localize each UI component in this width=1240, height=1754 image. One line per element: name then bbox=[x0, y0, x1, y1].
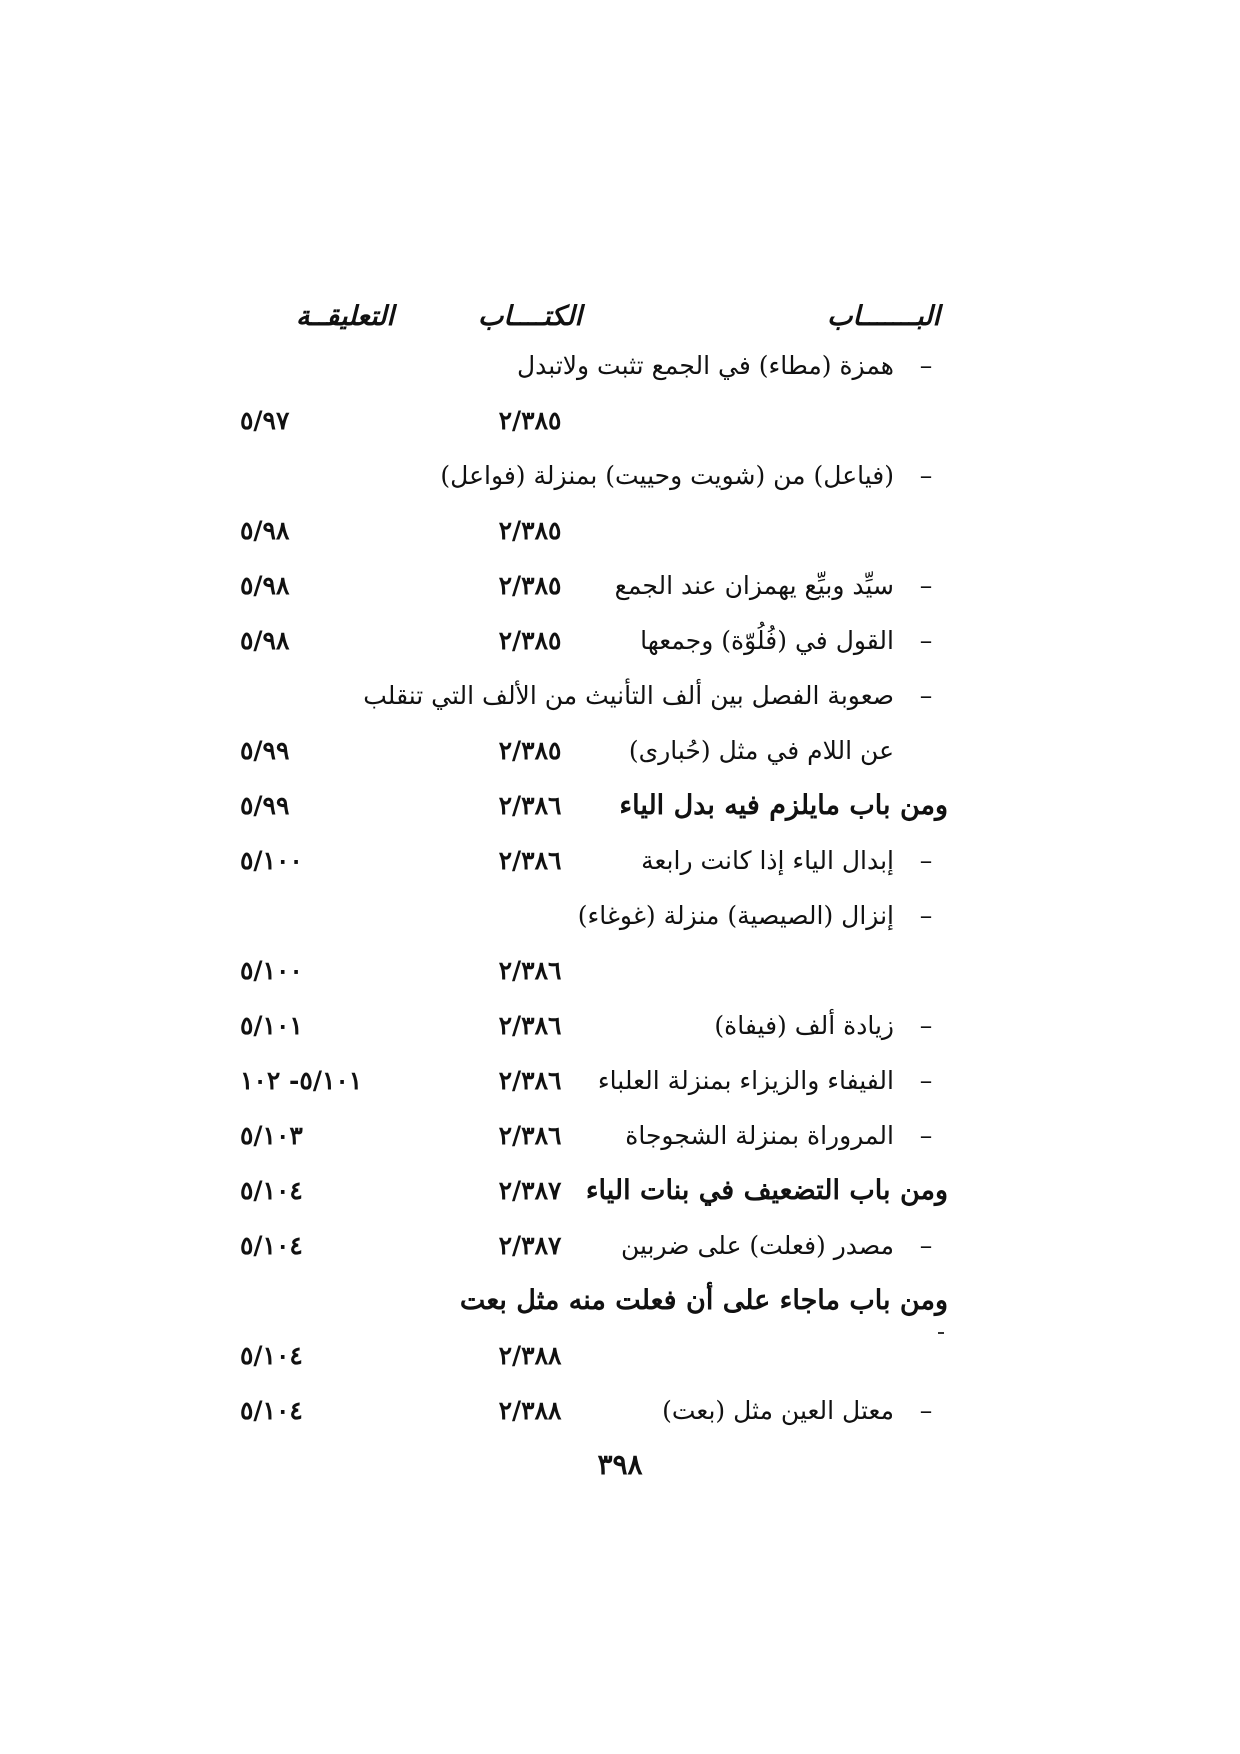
entry-title: سيِّد وبيِّع يهمزان عند الجمع bbox=[614, 571, 894, 600]
entry-title-cell bbox=[320, 669, 940, 723]
entry-title-cell bbox=[320, 834, 940, 888]
index-row bbox=[0, 1054, 1240, 1108]
entry-title: زيادة ألف (فيفاة) bbox=[714, 1011, 894, 1040]
entry-title-cell bbox=[320, 339, 940, 393]
entry-title: صعوبة الفصل بين ألف التأنيث من الألف التي تنقلب bbox=[363, 681, 894, 710]
entry-dash: – bbox=[919, 1231, 933, 1260]
index-row bbox=[0, 944, 1240, 998]
entry-dash: – bbox=[919, 901, 933, 930]
entry-dash: – bbox=[919, 1011, 933, 1040]
chapter-title: ومن باب مايلزم فيه بدل الياء bbox=[619, 790, 948, 821]
commentary-reference bbox=[240, 339, 410, 393]
index-row bbox=[0, 724, 1240, 778]
chapter-title-cell bbox=[328, 1274, 948, 1328]
chapter-title-cell bbox=[328, 1164, 948, 1218]
chapter-title: ومن باب التضعيف في بنات الياء bbox=[585, 1175, 948, 1206]
entry-title: القول في (فُلُوّة) وجمعها bbox=[640, 626, 894, 655]
index-row bbox=[0, 614, 1240, 668]
entry-title: (فياعل) من (شويت وحييت) بمنزلة (فواعل) bbox=[440, 461, 894, 490]
index-row bbox=[0, 504, 1240, 558]
entry-title: معتل العين مثل (بعت) bbox=[662, 1396, 894, 1425]
column-header bbox=[0, 290, 1240, 344]
commentary-reference: ٥/٩٨ bbox=[240, 571, 290, 600]
commentary-reference: ٥/٩٨ bbox=[240, 516, 290, 545]
commentary-reference: ٥/٩٧ bbox=[240, 406, 290, 435]
entry-title-cell bbox=[320, 889, 940, 943]
entry-title-cell bbox=[320, 449, 940, 503]
chapter-title: ومن باب ماجاء على أن فعلت منه مثل بعت bbox=[459, 1285, 948, 1316]
entry-title-cell bbox=[320, 1109, 940, 1163]
index-row-chapter bbox=[0, 1164, 1240, 1218]
entry-dash: – bbox=[919, 1396, 933, 1425]
commentary-reference: ٥/١٠٤ bbox=[240, 1176, 303, 1205]
index-row bbox=[0, 394, 1240, 448]
entry-title-cell bbox=[320, 944, 940, 998]
entry-title: عن اللام في مثل (حُبارى) bbox=[628, 736, 894, 765]
book-reference: ٢/٣٨٦ bbox=[498, 1121, 562, 1150]
entry-title: مصدر (فعلت) على ضربين bbox=[620, 1231, 894, 1260]
book-reference: ٢/٣٨٥ bbox=[498, 736, 562, 765]
scan-speck bbox=[938, 1332, 944, 1334]
entry-title-cell bbox=[320, 1054, 940, 1108]
entry-dash: – bbox=[919, 846, 933, 875]
book-reference bbox=[470, 889, 590, 943]
book-reference: ٢/٣٨٧ bbox=[498, 1176, 562, 1205]
book-reference: ٢/٣٨٦ bbox=[498, 1066, 562, 1095]
book-reference bbox=[470, 1274, 590, 1328]
entry-dash: – bbox=[919, 681, 933, 710]
index-row-chapter bbox=[0, 1274, 1240, 1328]
entry-title-cell bbox=[320, 614, 940, 668]
commentary-reference: ٥/١٠٤ bbox=[240, 1396, 303, 1425]
entry-dash: – bbox=[919, 461, 933, 490]
entry-dash: – bbox=[919, 1121, 933, 1150]
commentary-reference: ٥/٩٩ bbox=[240, 736, 290, 765]
book-reference: ٢/٣٨٥ bbox=[498, 406, 562, 435]
commentary-reference: ٥/١٠٠ bbox=[240, 956, 303, 985]
book-reference: ٢/٣٨٦ bbox=[498, 1011, 562, 1040]
entry-title-cell bbox=[320, 1329, 940, 1383]
book-reference: ٢/٣٨٧ bbox=[498, 1231, 562, 1260]
commentary-reference: ٥/٩٨ bbox=[240, 626, 290, 655]
entry-title-cell bbox=[320, 394, 940, 448]
book-reference: ٢/٣٨٥ bbox=[498, 516, 562, 545]
header-kitab: الكتــــاب bbox=[477, 301, 583, 332]
entry-dash: – bbox=[919, 351, 933, 380]
book-reference: ٢/٣٨٦ bbox=[498, 846, 562, 875]
index-row bbox=[0, 999, 1240, 1053]
index-row bbox=[0, 449, 1240, 503]
entry-title-cell bbox=[320, 559, 940, 613]
book-reference: ٢/٣٨٦ bbox=[498, 791, 562, 820]
book-reference: ٢/٣٨٥ bbox=[498, 571, 562, 600]
book-reference bbox=[470, 449, 590, 503]
index-row bbox=[0, 559, 1240, 613]
commentary-reference bbox=[240, 889, 410, 943]
entry-title: المروراة بمنزلة الشجوجاة bbox=[625, 1121, 894, 1150]
index-row bbox=[0, 834, 1240, 888]
book-reference bbox=[470, 669, 590, 723]
commentary-reference: ٥/١٠١ bbox=[240, 1011, 303, 1040]
entry-title: همزة (مطاء) في الجمع تثبت ولاتبدل bbox=[516, 351, 894, 380]
entry-dash: – bbox=[919, 1066, 933, 1095]
commentary-reference: ٥/١٠١- ١٠٢ bbox=[240, 1066, 363, 1095]
commentary-reference: ٥/١٠٠ bbox=[240, 846, 303, 875]
commentary-reference: ٥/٩٩ bbox=[240, 791, 290, 820]
entry-title-cell bbox=[320, 999, 940, 1053]
entry-title-cell bbox=[320, 1219, 940, 1273]
chapter-title-cell bbox=[328, 779, 948, 833]
header-taliqa: التعليقــة bbox=[296, 301, 394, 332]
book-reference: ٢/٣٨٨ bbox=[498, 1396, 562, 1425]
header-bab: البـــــــاب bbox=[827, 301, 940, 332]
index-row bbox=[0, 889, 1240, 943]
commentary-reference bbox=[240, 449, 410, 503]
book-reference bbox=[470, 339, 590, 393]
entry-title: الفيفاء والزيزاء بمنزلة العلباء bbox=[597, 1066, 894, 1095]
entry-dash: – bbox=[919, 571, 933, 600]
entry-title: إبدال الياء إذا كانت رابعة bbox=[641, 846, 894, 875]
entry-title-cell bbox=[320, 504, 940, 558]
commentary-reference: ٥/١٠٤ bbox=[240, 1231, 303, 1260]
commentary-reference: ٥/١٠٤ bbox=[240, 1341, 303, 1370]
book-reference: ٢/٣٨٥ bbox=[498, 626, 562, 655]
entry-dash: – bbox=[919, 626, 933, 655]
index-row bbox=[0, 1384, 1240, 1438]
commentary-reference bbox=[240, 669, 410, 723]
index-row bbox=[0, 1109, 1240, 1163]
index-row bbox=[0, 339, 1240, 393]
index-row bbox=[0, 669, 1240, 723]
book-reference: ٢/٣٨٨ bbox=[498, 1341, 562, 1370]
entry-title: إنزال (الصيصية) منزلة (غوغاء) bbox=[577, 901, 894, 930]
index-row-chapter bbox=[0, 779, 1240, 833]
book-reference: ٢/٣٨٦ bbox=[498, 956, 562, 985]
entry-title-cell bbox=[320, 1384, 940, 1438]
index-row bbox=[0, 1329, 1240, 1383]
commentary-reference bbox=[240, 1274, 410, 1328]
commentary-reference: ٥/١٠٣ bbox=[240, 1121, 303, 1150]
index-row bbox=[0, 1219, 1240, 1273]
page-number: ٣٩٨ bbox=[597, 1448, 643, 1481]
